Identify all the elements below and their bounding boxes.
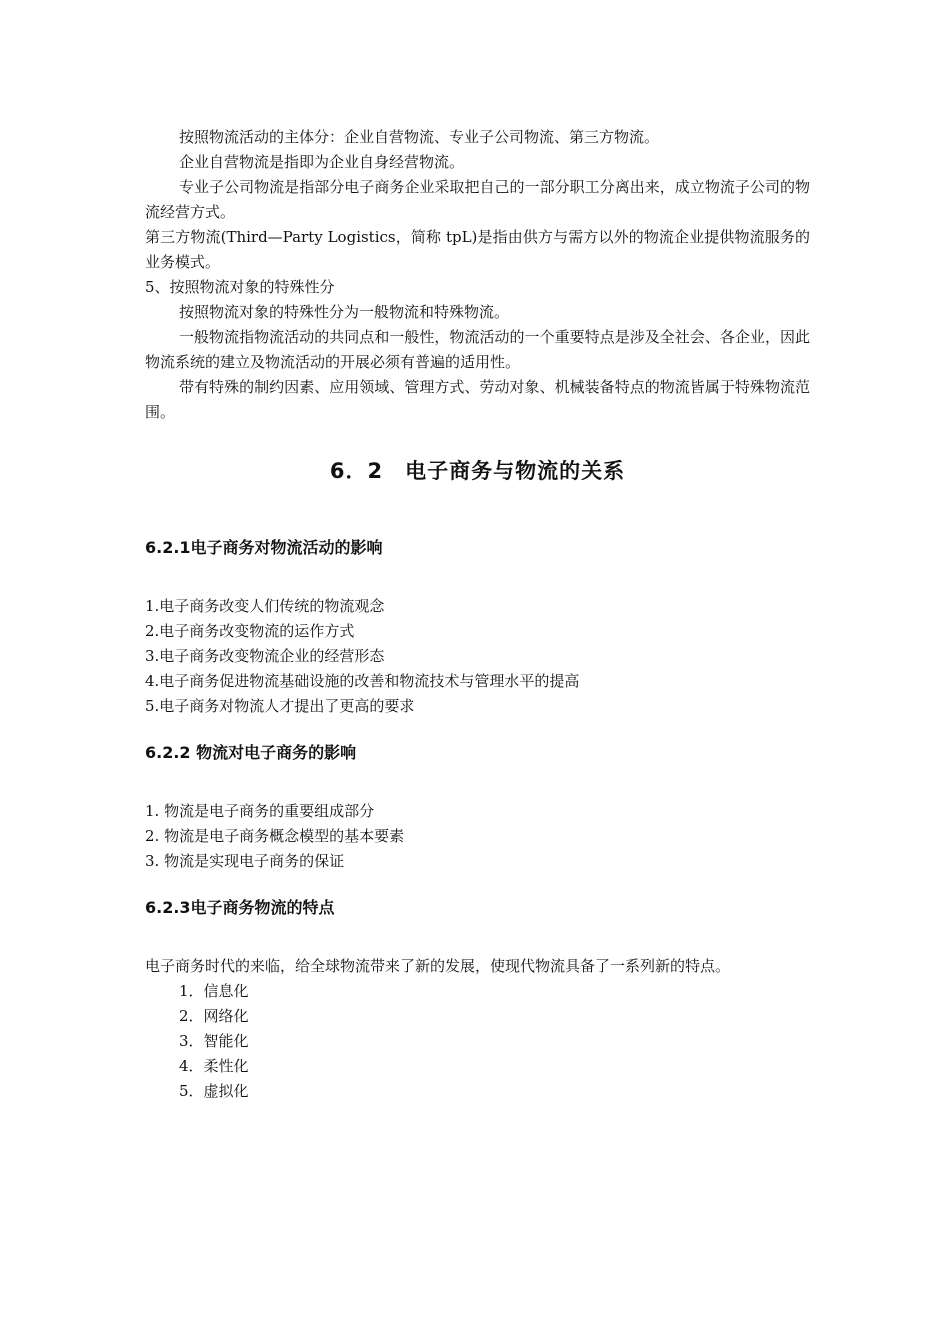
heading-logistics-by-object: 5、按照物流对象的特殊性分 xyxy=(145,278,335,296)
list-ecommerce-logistics-features xyxy=(145,979,810,1104)
list-item: 1. 物流是电子商务的重要组成部分 xyxy=(145,802,375,820)
paragraph-special-logistics: 带有特殊的制约因素、应用领域、管理方式、劳动对象、机械装备特点的物流皆属于特殊物流范围。 xyxy=(145,378,810,421)
list-item: 5．虚拟化 xyxy=(179,1082,249,1100)
list-item: 3．智能化 xyxy=(179,1032,249,1050)
list-item: 1.电子商务改变人们传统的物流观念 xyxy=(145,597,385,615)
document-page xyxy=(145,125,810,1104)
list-item: 1．信息化 xyxy=(179,982,249,1000)
list-item: 2．网络化 xyxy=(179,1007,249,1025)
list-logistics-impact-on-ecommerce xyxy=(145,799,810,874)
list-item: 3.电子商务改变物流企业的经营形态 xyxy=(145,647,385,665)
subsection-heading-6-2-1: 6.2.1电子商务对物流活动的影响 xyxy=(145,538,383,557)
paragraph-subsidiary-logistics: 专业子公司物流是指部分电子商务企业采取把自己的一部分职工分离出来，成立物流子公司的物流经营方式。 xyxy=(145,178,810,221)
list-item: 4．柔性化 xyxy=(179,1057,249,1075)
list-ecommerce-impact-on-logistics xyxy=(145,594,810,719)
paragraph-self-operated-logistics: 企业自营物流是指即为企业自身经营物流。 xyxy=(179,153,465,171)
paragraph-ecommerce-logistics-intro: 电子商务时代的来临，给全球物流带来了新的发展，使现代物流具备了一系列新的特点。 xyxy=(145,957,731,975)
list-item: 5.电子商务对物流人才提出了更高的要求 xyxy=(145,697,415,715)
subsection-heading-6-2-2: 6.2.2 物流对电子商务的影响 xyxy=(145,743,357,762)
section-title: 6．2 电子商务与物流的关系 xyxy=(329,459,626,483)
list-item: 2. 物流是电子商务概念模型的基本要素 xyxy=(145,827,405,845)
paragraph-general-special-logistics: 按照物流对象的特殊性分为一般物流和特殊物流。 xyxy=(179,303,510,321)
list-item: 4.电子商务促进物流基础设施的改善和物流技术与管理水平的提高 xyxy=(145,672,580,690)
paragraph-third-party-logistics: 第三方物流(Third—Party Logistics，简称 tpL)是指由供方与需方以外的物流企业提供物流服务的业务模式。 xyxy=(145,228,810,271)
paragraph-logistics-by-subject: 按照物流活动的主体分：企业自营物流、专业子公司物流、第三方物流。 xyxy=(179,128,660,146)
list-item: 2.电子商务改变物流的运作方式 xyxy=(145,622,355,640)
list-item: 3. 物流是实现电子商务的保证 xyxy=(145,852,345,870)
paragraph-general-logistics: 一般物流指物流活动的共同点和一般性，物流活动的一个重要特点是涉及全社会、各企业，因此物流系统的建立及物流活动的开展必须有普遍的适用性。 xyxy=(145,328,810,371)
subsection-heading-6-2-3: 6.2.3电子商务物流的特点 xyxy=(145,898,335,917)
